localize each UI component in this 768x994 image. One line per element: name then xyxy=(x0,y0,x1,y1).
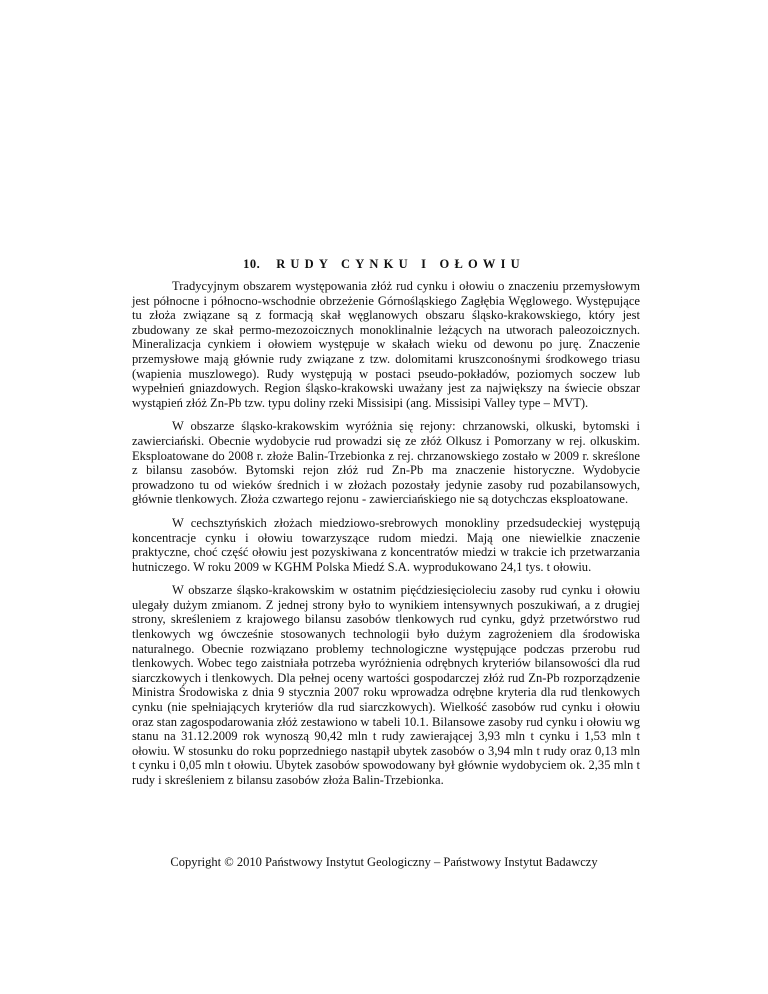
section-number: 10. xyxy=(243,257,261,271)
section-title: RUDY CYNKU I OŁOWIU xyxy=(276,257,525,271)
paragraph-1: Tradycyjnym obszarem występowania złóż rud cynku i ołowiu o znaczeniu przemysłowym jest północne i północno-wschodnie obrzeżenie Górnośląskiego Zagłębia Węglowego. Występujące tu złoża związane są z formacją skał węglanowych obszaru śląsko-krakowskiego, który jest zbudowany ze skał permo-mezozoicznych monoklinalnie leżących na utworach paleozoicznych. Mineralizacja cynkiem i ołowiem występuje w skałach wieku od dewonu po jurę. Znaczenie przemysłowe mają głównie rudy związane z tzw. dolomitami kruszconośnymi środkowego triasu (wapienia muszlowego). Rudy występują w postaci pseudo-pokładów, poziomych soczew lub wypełnień gniazdowych. Region śląsko-krakowski uważany jest za największy na świecie obszar wystąpień złóż Zn-Pb tzw. typu doliny rzeki Missisipi (ang. Missisipi Valley type – MVT). xyxy=(132,279,640,410)
paragraph-2: W obszarze śląsko-krakowskim wyróżnia się rejony: chrzanowski, olkuski, bytomski i zawierciański. Obecnie wydobycie rud prowadzi się ze złóż Olkusz i Pomorzany w rej. olkuskim. Eksploatowane do 2008 r. złoże Balin-Trzebionka z rej. chrzanowskiego zostało w 2009 r. skreślone z bilansu zasobów. Bytomski rejon złóż rud Zn-Pb ma znaczenie historyczne. Wydobycie prowadzono tu od wieków średnich i w złożach pozostały jedynie zasoby rud pozabilansowych, głównie tlenkowych. Złoża czwartego rejonu - zawierciańskiego nie są dotychczas eksploatowane. xyxy=(132,419,640,507)
paragraph-3: W cechsztyńskich złożach miedziowo-srebrowych monokliny przedsudeckiej występują koncentracje cynku i ołowiu towarzyszące rudom miedzi. Mają one niewielkie znaczenie praktyczne, choć część ołowiu jest pozyskiwana z koncentratów miedzi w trakcie ich przetwarzania hutniczego. W roku 2009 w KGHM Polska Miedź S.A. wyprodukowano 24,1 tys. t ołowiu. xyxy=(132,515,640,574)
section-heading xyxy=(0,256,768,272)
body-text xyxy=(132,279,640,797)
paragraph-4: W obszarze śląsko-krakowskim w ostatnim pięćdziesięcioleciu zasoby rud cynku i ołowiu ulegały dużym zmianom. Z jednej strony było to wynikiem intensywnych poszukiwań, a z drugiej strony, skreśleniem z krajowego bilansu zasobów tlenkowych rud cynku, gdyż przetwórstwo rud tlenkowych wg ówcześnie stosowanych technologii było dużym zagrożeniem dla środowiska naturalnego. Obecnie rozwiązano problemy technologiczne występujące podczas przerobu rud tlenkowych. Wobec tego zaistniała potrzeba wyróżnienia odrębnych kryteriów bilansowości dla rud siarczkowych i tlenkowych. Dla pełnej oceny wartości gospodarczej złóż rud Zn-Pb rozporządzenie Ministra Środowiska z dnia 9 stycznia 2007 roku wprowadza odrębne kryteria dla rud tlenkowych cynku (nie spełniających kryteriów dla rud siarczkowych). Wielkość zasobów rud cynku i ołowiu oraz stan zagospodarowania złóż zestawiono w tabeli 10.1. Bilansowe zasoby rud cynku i ołowiu wg stanu na 31.12.2009 rok wynoszą 90,42 mln t rudy zawierającej 3,93 mln t cynku i 1,53 mln t ołowiu. W stosunku do roku poprzedniego nastąpił ubytek zasobów o 3,94 mln t rudy oraz 0,13 mln t cynku i 0,05 mln t ołowiu. Ubytek zasobów spowodowany był głównie wydobyciem ok. 2,35 mln t rudy i skreśleniem z bilansu zasobów złoża Balin-Trzebionka. xyxy=(132,583,640,787)
copyright-footer: Copyright © 2010 Państwowy Instytut Geologiczny – Państwowy Instytut Badawczy xyxy=(170,855,598,869)
